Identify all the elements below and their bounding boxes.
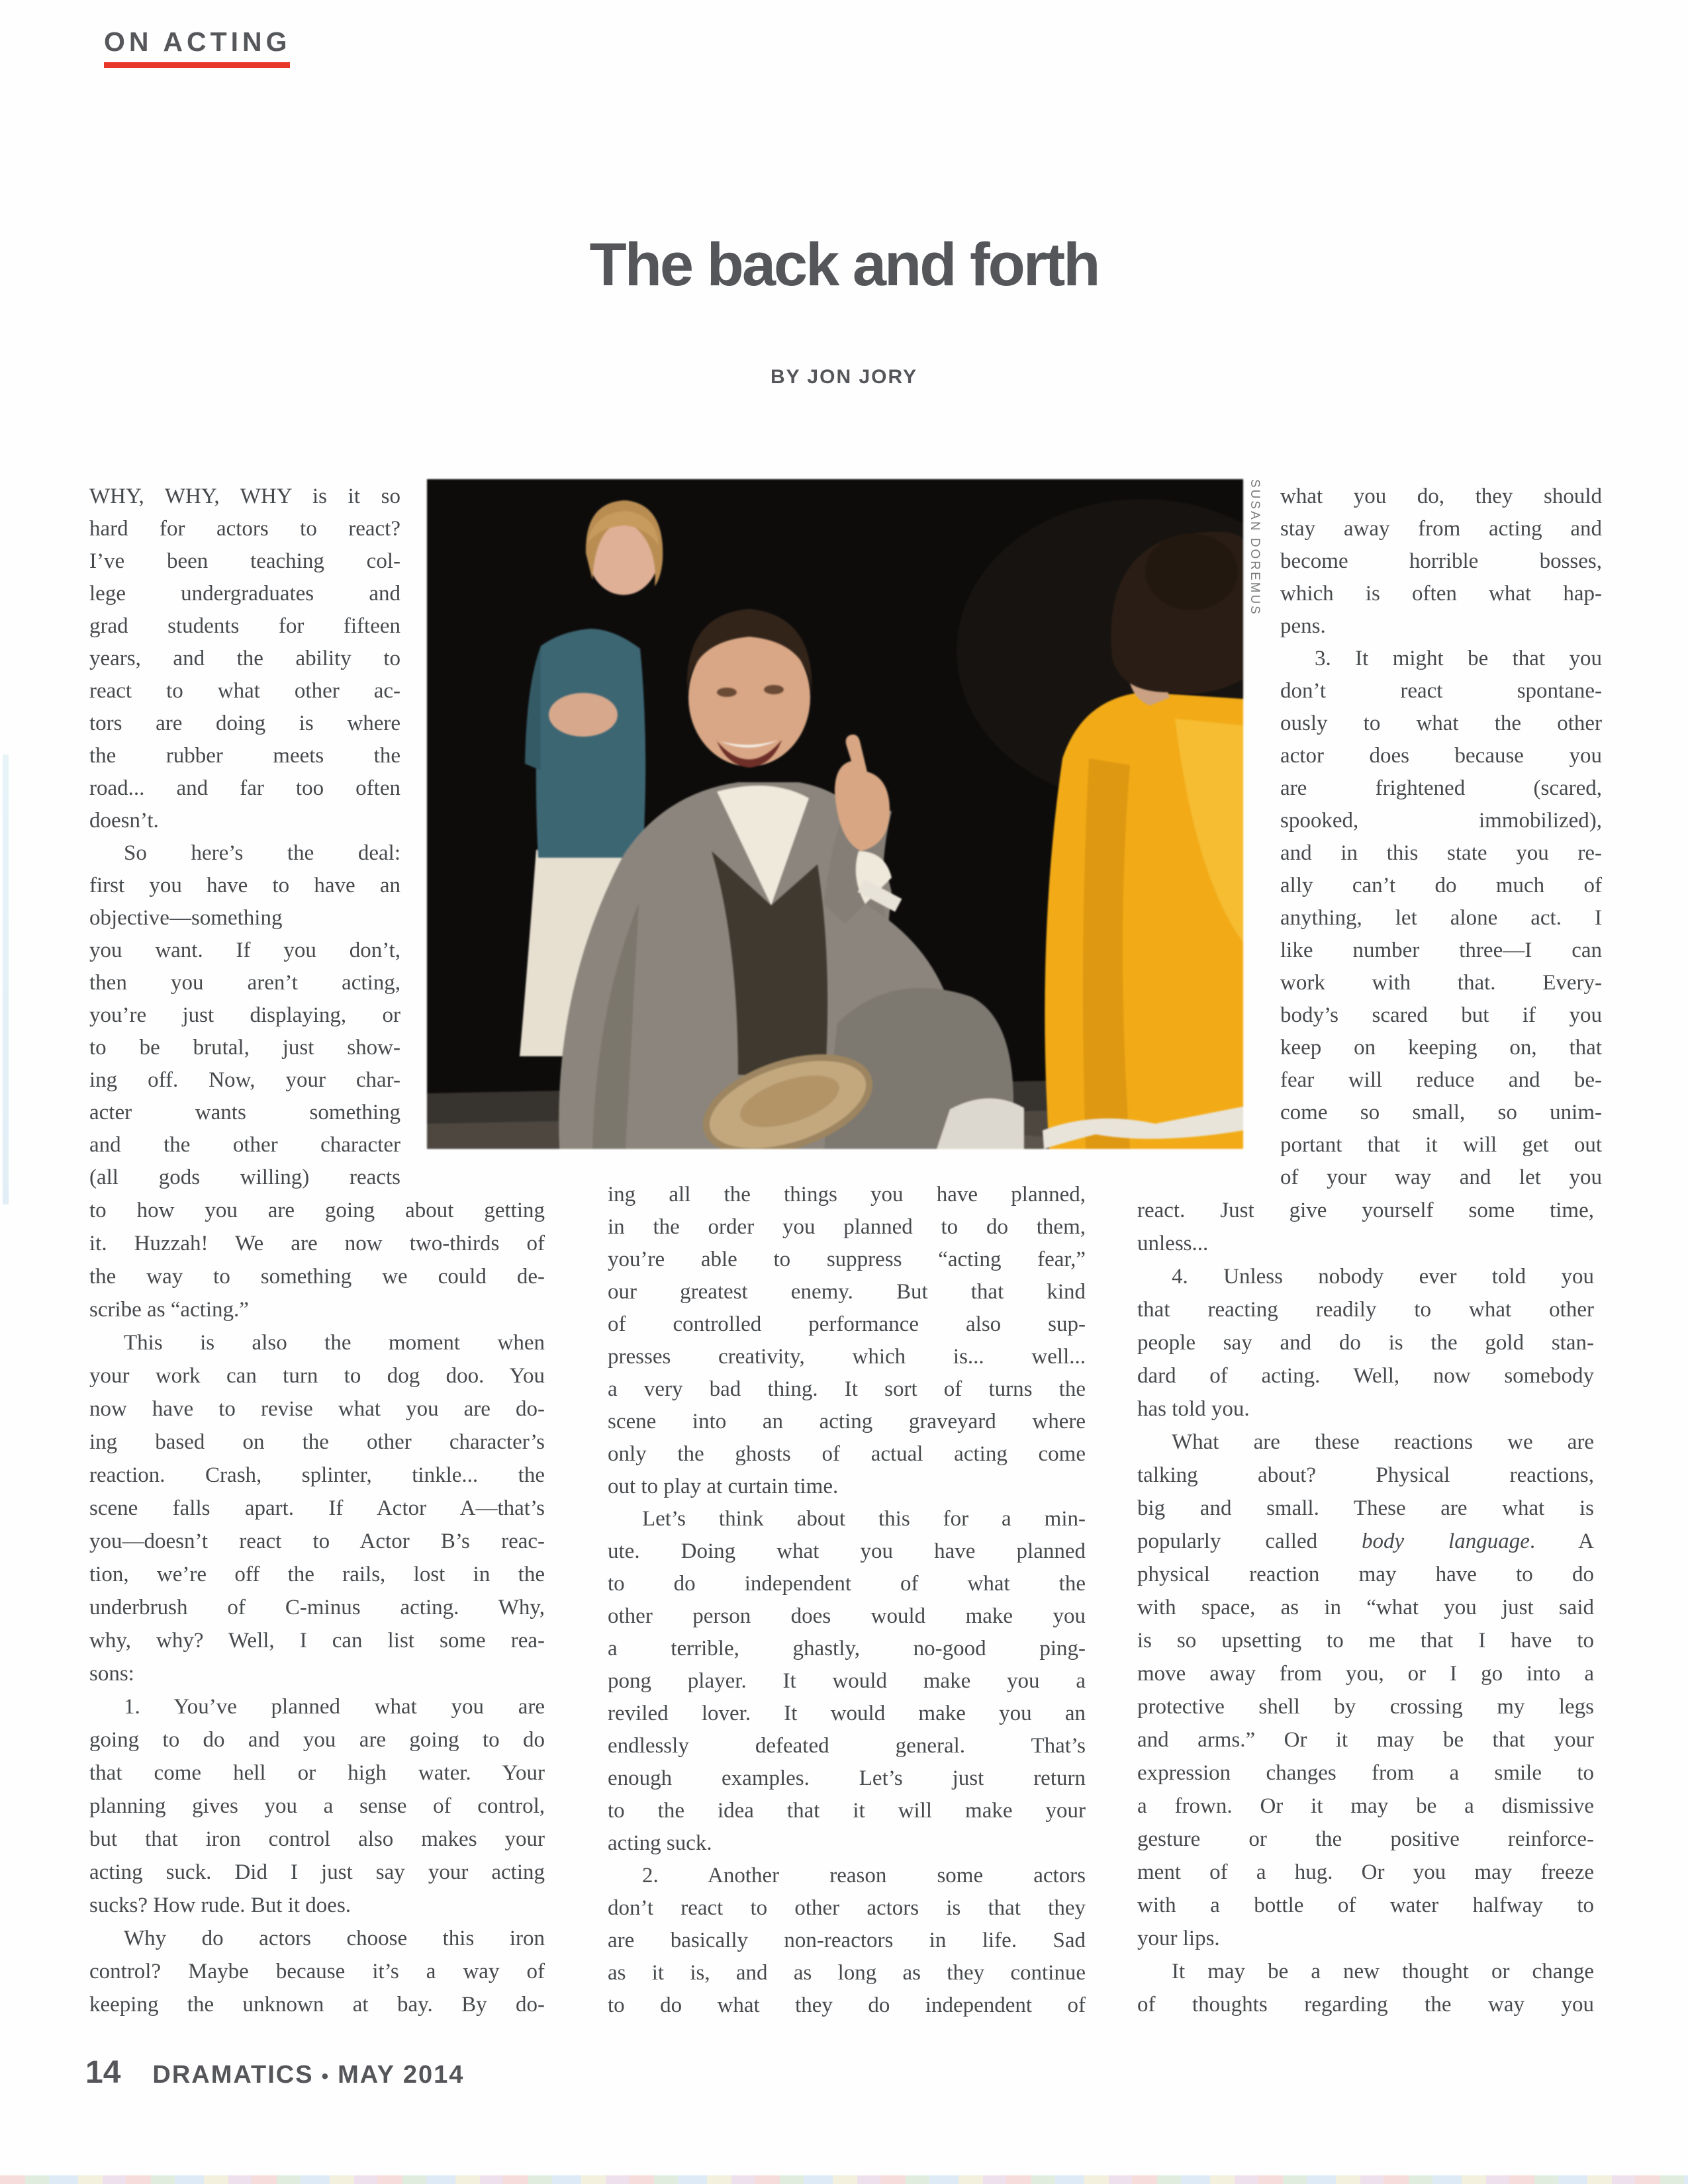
text-line: move away from you, or I go into a bbox=[1137, 1662, 1594, 1686]
left-column-bottom bbox=[89, 1194, 545, 2021]
article-title: The back and forth bbox=[589, 231, 1099, 298]
text-line: popularly called body language. A bbox=[1137, 1529, 1594, 1553]
text-line: ing off. Now, your char- bbox=[89, 1068, 400, 1092]
text-line: ment of a hug. Or you may freeze bbox=[1137, 1860, 1594, 1884]
text-line: the rubber meets the bbox=[89, 744, 400, 768]
text-line: a very bad thing. It sort of turns the bbox=[608, 1377, 1086, 1401]
text-line: fear will reduce and be- bbox=[1280, 1068, 1602, 1092]
text-line: unless... bbox=[1137, 1232, 1209, 1255]
text-line: body’s scared but if you bbox=[1280, 1003, 1602, 1027]
text-line: as it is, and as long as they continue bbox=[608, 1961, 1086, 1985]
text-line: planning gives you a sense of control, bbox=[89, 1794, 545, 1818]
text-line: of your way and let you bbox=[1280, 1165, 1602, 1189]
stage-photo-graphic bbox=[427, 479, 1243, 1149]
text-line: endlessly defeated general. That’s bbox=[608, 1734, 1086, 1758]
text-line: sons: bbox=[89, 1662, 134, 1686]
text-line: This is also the moment when bbox=[124, 1331, 545, 1355]
text-line: presses creativity, which is... well... bbox=[608, 1345, 1086, 1369]
text-line: big and small. These are what is bbox=[1137, 1496, 1594, 1520]
magazine-issue bbox=[152, 2061, 464, 2089]
issue-date: MAY 2014 bbox=[338, 2061, 465, 2089]
text-line: you want. If you don’t, bbox=[89, 938, 400, 962]
text-line: control? Maybe because it’s a way of bbox=[89, 1960, 545, 1983]
text-line: then you aren’t acting, bbox=[89, 971, 400, 995]
text-line: actor does because you bbox=[1280, 744, 1602, 768]
text-line: years, and the ability to bbox=[89, 647, 400, 670]
text-line: in the order you planned to do them, bbox=[608, 1215, 1086, 1239]
text-line: 4. Unless nobody ever told you bbox=[1172, 1265, 1594, 1289]
text-line: with a bottle of water halfway to bbox=[1137, 1893, 1594, 1917]
text-line: anything, let alone act. I bbox=[1280, 906, 1602, 930]
text-line: what you do, they should bbox=[1280, 484, 1602, 508]
text-line: underbrush of C-minus acting. Why, bbox=[89, 1596, 545, 1619]
text-line: has told you. bbox=[1137, 1397, 1250, 1421]
text-line: physical reaction may have to do bbox=[1137, 1563, 1594, 1586]
text-line: expression changes from a smile to bbox=[1137, 1761, 1594, 1785]
text-line: protective shell by crossing my legs bbox=[1137, 1695, 1594, 1719]
text-line: don’t react spontane- bbox=[1280, 679, 1602, 703]
text-line: but that iron control also makes your bbox=[89, 1827, 545, 1851]
magazine-name: DRAMATICS bbox=[152, 2061, 314, 2089]
text-line: to how you are going about getting bbox=[89, 1199, 545, 1222]
text-line: portant that it will get out bbox=[1280, 1133, 1602, 1157]
text-line: come so small, so unim- bbox=[1280, 1101, 1602, 1124]
text-line: are basically non-reactors in life. Sad bbox=[608, 1929, 1086, 1952]
photo-credit: SUSAN DOREMUS bbox=[1248, 479, 1262, 616]
section-kicker: ON ACTING bbox=[104, 26, 291, 57]
scan-streak-artifact bbox=[3, 754, 9, 1205]
text-line: become horrible bosses, bbox=[1280, 549, 1602, 573]
text-line: tors are doing is where bbox=[89, 711, 400, 735]
article-byline: BY JON JORY bbox=[770, 366, 918, 388]
text-line: out to play at curtain time. bbox=[608, 1475, 839, 1498]
text-line: you’re just displaying, or bbox=[89, 1003, 400, 1027]
text-line: to do independent of what the bbox=[608, 1572, 1086, 1596]
right-column-bottom bbox=[1137, 1194, 1594, 2021]
text-line: keeping the unknown at bay. By do- bbox=[89, 1993, 545, 2017]
text-line: sucks? How rude. But it does. bbox=[89, 1893, 352, 1917]
text-line: like number three—I can bbox=[1280, 938, 1602, 962]
middle-column bbox=[608, 1179, 1086, 2022]
text-line: don’t react to other actors is that they bbox=[608, 1896, 1086, 1920]
text-line: acter wants something bbox=[89, 1101, 400, 1124]
text-line: people say and do is the gold stan- bbox=[1137, 1331, 1594, 1355]
text-line: with space, as in “what you just said bbox=[1137, 1596, 1594, 1619]
text-line: grad students for fifteen bbox=[89, 614, 400, 638]
text-line: now have to revise what you are do- bbox=[89, 1397, 545, 1421]
text-line: stay away from acting and bbox=[1280, 517, 1602, 541]
text-line: 1. You’ve planned what you are bbox=[124, 1695, 545, 1719]
text-line: ously to what the other bbox=[1280, 711, 1602, 735]
separator-dot: • bbox=[321, 2066, 330, 2087]
text-line: it. Huzzah! We are now two-thirds of bbox=[89, 1232, 545, 1255]
text-line: are frightened (scared, bbox=[1280, 776, 1602, 800]
text-line: of thoughts regarding the way you bbox=[1137, 1993, 1594, 2017]
text-line: pong player. It would make you a bbox=[608, 1669, 1086, 1693]
text-line: Why do actors choose this iron bbox=[124, 1927, 545, 1950]
text-line: acting suck. bbox=[608, 1831, 712, 1855]
text-line: react to what other ac- bbox=[89, 679, 400, 703]
text-line: tion, we’re off the rails, lost in the bbox=[89, 1563, 545, 1586]
text-line: 2. Another reason some actors bbox=[642, 1864, 1086, 1888]
text-line: going to do and you are going to do bbox=[89, 1728, 545, 1752]
text-line: scribe as “acting.” bbox=[89, 1298, 249, 1322]
text-line: talking about? Physical reactions, bbox=[1137, 1463, 1594, 1487]
text-line: enough examples. Let’s just return bbox=[608, 1766, 1086, 1790]
text-line: ally can’t do much of bbox=[1280, 874, 1602, 897]
text-line: and arms.” Or it may be that your bbox=[1137, 1728, 1594, 1752]
text-line: What are these reactions we are bbox=[1172, 1430, 1594, 1454]
text-line: pens. bbox=[1280, 614, 1326, 638]
text-line: is so upsetting to me that I have to bbox=[1137, 1629, 1594, 1653]
text-line: It may be a new thought or change bbox=[1172, 1960, 1594, 1983]
text-line: to be brutal, just show- bbox=[89, 1036, 400, 1060]
text-line: work with that. Every- bbox=[1280, 971, 1602, 995]
scan-edge-artifact bbox=[0, 2175, 1688, 2184]
text-line: only the ghosts of actual acting come bbox=[608, 1442, 1086, 1466]
text-line: other person does would make you bbox=[608, 1604, 1086, 1628]
text-line: your work can turn to dog doo. You bbox=[89, 1364, 545, 1388]
right-column-top bbox=[1280, 480, 1602, 1194]
left-column-top bbox=[89, 480, 400, 1194]
page-footer bbox=[85, 2054, 464, 2091]
text-line: So here’s the deal: bbox=[124, 841, 400, 865]
text-line: a terrible, ghastly, no-good ping- bbox=[608, 1637, 1086, 1661]
text-line: first you have to have an bbox=[89, 874, 400, 897]
text-line: scene into an acting graveyard where bbox=[608, 1410, 1086, 1433]
text-line: and in this state you re- bbox=[1280, 841, 1602, 865]
text-line: ing based on the other character’s bbox=[89, 1430, 545, 1454]
page-number: 14 bbox=[85, 2055, 121, 2090]
text-line: acting suck. Did I just say your acting bbox=[89, 1860, 545, 1884]
text-line: I’ve been teaching col- bbox=[89, 549, 400, 573]
text-line: your lips. bbox=[1137, 1927, 1220, 1950]
text-line: scene falls apart. If Actor A—that’s bbox=[89, 1496, 545, 1520]
text-line: dard of acting. Well, now somebody bbox=[1137, 1364, 1594, 1388]
text-line: WHY, WHY, WHY is it so bbox=[89, 484, 400, 508]
text-line: (all gods willing) reacts bbox=[89, 1165, 400, 1189]
text-line: that reacting readily to what other bbox=[1137, 1298, 1594, 1322]
text-line: objective—something bbox=[89, 906, 283, 930]
stage-photo bbox=[427, 479, 1243, 1149]
text-line: that come hell or high water. Your bbox=[89, 1761, 545, 1785]
text-line: lege undergraduates and bbox=[89, 582, 400, 606]
text-line: react. Just give yourself some time, bbox=[1137, 1199, 1594, 1222]
text-line: ing all the things you have planned, bbox=[608, 1183, 1086, 1206]
text-line: Let’s think about this for a min- bbox=[642, 1507, 1086, 1531]
red-rule bbox=[104, 62, 290, 68]
text-line: ute. Doing what you have planned bbox=[608, 1539, 1086, 1563]
text-line: a frown. Or it may be a dismissive bbox=[1137, 1794, 1594, 1818]
text-line: to the idea that it will make your bbox=[608, 1799, 1086, 1823]
text-line: of controlled performance also sup- bbox=[608, 1312, 1086, 1336]
text-line: keep on keeping on, that bbox=[1280, 1036, 1602, 1060]
text-line: to do what they do independent of bbox=[608, 1993, 1086, 2017]
text-line: the way to something we could de- bbox=[89, 1265, 545, 1289]
text-line: doesn’t. bbox=[89, 809, 159, 833]
text-line: you’re able to suppress “acting fear,” bbox=[608, 1248, 1086, 1271]
text-line: spooked, immobilized), bbox=[1280, 809, 1602, 833]
text-line: you—doesn’t react to Actor B’s reac- bbox=[89, 1529, 545, 1553]
text-line: which is often what hap- bbox=[1280, 582, 1602, 606]
text-line: reaction. Crash, splinter, tinkle... the bbox=[89, 1463, 545, 1487]
text-line: gesture or the positive reinforce- bbox=[1137, 1827, 1594, 1851]
text-line: road... and far too often bbox=[89, 776, 400, 800]
text-line: and the other character bbox=[89, 1133, 400, 1157]
text-line: hard for actors to react? bbox=[89, 517, 400, 541]
text-line: our greatest enemy. But that kind bbox=[608, 1280, 1086, 1304]
text-line: reviled lover. It would make you an bbox=[608, 1702, 1086, 1725]
text-line: why, why? Well, I can list some rea- bbox=[89, 1629, 545, 1653]
text-line: 3. It might be that you bbox=[1315, 647, 1602, 670]
